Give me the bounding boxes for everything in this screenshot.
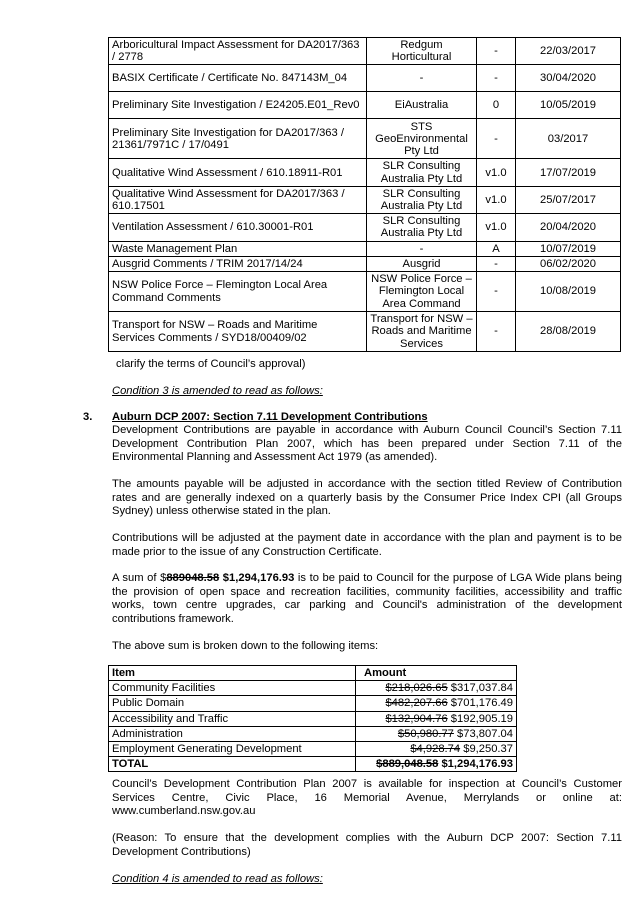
document-revision: A (477, 241, 516, 256)
document-author: - (367, 241, 477, 256)
header-amount: Amount (356, 666, 517, 681)
contribution-item: Administration (109, 726, 356, 741)
document-author: Transport for NSW – Roads and Maritime Services (367, 312, 477, 352)
document-revision: v1.0 (477, 159, 516, 186)
document-revision: v1.0 (477, 214, 516, 241)
table-row (109, 312, 621, 352)
document-name: Ventilation Assessment / 610.30001-R01 (109, 214, 367, 241)
document-name: Waste Management Plan (109, 241, 367, 256)
reason-paragraph: (Reason: To ensure that the development complies with the Auburn DCP 2007: Section 7.11 Development Contributions) (112, 832, 622, 858)
total-new-amount: $1,294,176.93 (441, 758, 513, 771)
table-row (109, 272, 621, 312)
old-amount: $218,026.65 (385, 682, 448, 695)
clarify-text: clarify the terms of Council’s approval) (116, 358, 306, 370)
document-revision: - (477, 256, 516, 271)
document-date: 25/07/2017 (516, 186, 621, 213)
table-row (109, 186, 621, 213)
contribution-amount (356, 742, 517, 757)
document-author: SLR Consulting Australia Pty Ltd (367, 159, 477, 186)
table-total-row (109, 757, 517, 772)
document-name: BASIX Certificate / Certificate No. 847143M_04 (109, 65, 367, 92)
contributions-intro-paragraph: Development Contributions are payable in accordance with Auburn Council Council’s Section 7.11 Development Contribution Plan 2007, which has been prepared under Section 7.11 of the Environmental Planning and Assessment Act 1979 (as amended). (112, 424, 622, 464)
document-author: STS GeoEnvironmental Pty Ltd (367, 119, 477, 159)
document-date: 30/04/2020 (516, 65, 621, 92)
contribution-item: Community Facilities (109, 681, 356, 696)
contribution-amount (356, 726, 517, 741)
table-row (109, 681, 517, 696)
table-row (109, 214, 621, 241)
document-date: 28/08/2019 (516, 312, 621, 352)
contribution-amount (356, 711, 517, 726)
document-author: SLR Consulting Australia Pty Ltd (367, 186, 477, 213)
document-date: 06/02/2020 (516, 256, 621, 271)
table-row (109, 256, 621, 271)
document-name: Transport for NSW – Roads and Maritime Services Comments / SYD18/00409/02 (109, 312, 367, 352)
new-amount: $192,905.19 (450, 712, 513, 725)
document-revision: - (477, 272, 516, 312)
document-name: NSW Police Force – Flemington Local Area Command Comments (109, 272, 367, 312)
document-name: Preliminary Site Investigation for DA2017/363 / 21361/7971C / 17/0491 (109, 119, 367, 159)
contribution-amount (356, 696, 517, 711)
old-amount: $4,928.74 (410, 743, 461, 756)
table-row (109, 711, 517, 726)
document-date: 17/07/2019 (516, 159, 621, 186)
table-row (109, 241, 621, 256)
document-date: 10/08/2019 (516, 272, 621, 312)
total-label: TOTAL (109, 757, 356, 772)
table-row (109, 119, 621, 159)
document-author: EiAustralia (367, 92, 477, 119)
table-row (109, 92, 621, 119)
document-revision: - (477, 65, 516, 92)
documents-table (108, 37, 621, 352)
table-header-row (109, 666, 517, 681)
condition-3-note: Condition 3 is amended to read as follows: (112, 385, 323, 397)
document-date: 10/05/2019 (516, 92, 621, 119)
table-row (109, 742, 517, 757)
table-row (109, 696, 517, 711)
documents-table-body (109, 38, 621, 352)
document-date: 03/2017 (516, 119, 621, 159)
document-name: Preliminary Site Investigation / E24205.E01_Rev0 (109, 92, 367, 119)
header-item: Item (109, 666, 356, 681)
table-row (109, 38, 621, 65)
contribution-item: Accessibility and Traffic (109, 711, 356, 726)
plan-availability-paragraph: Council’s Development Contribution Plan 2007 is available for inspection at Council’s Customer Services Centre, Civic Place, 16 Memorial Avenue, Merrylands or online at: www.cumberland.nsw.gov.au (112, 778, 622, 818)
sum-suffix: is to be paid to Council for the purpose of LGA Wide plans being the provision of open space and recreation facilities, community facilities, accessibility and traffic works, town centre upgrades, car parking and Council's administration of the development contributions framework. (112, 572, 623, 625)
new-amount: $9,250.37 (463, 743, 513, 756)
breakdown-intro: The above sum is broken down to the following items: (112, 640, 379, 652)
section-number: 3. (83, 411, 93, 423)
contribution-item: Employment Generating Development (109, 742, 356, 757)
total-old-amount: $889,048.58 (376, 758, 439, 771)
document-name: Qualitative Wind Assessment / 610.18911-R01 (109, 159, 367, 186)
indexation-paragraph: The amounts payable will be adjusted in accordance with the section titled Review of Contribution rates and are generally indexed on a quarterly basis by the Consumer Price Index CPI (all Groups Sydney) unless otherwise stated in the plan. (112, 478, 622, 518)
document-revision: 0 (477, 92, 516, 119)
document-author: - (367, 65, 477, 92)
payment-paragraph: Contributions will be adjusted at the payment date in accordance with the plan and payment is to be made prior to the issue of any Construction Certificate. (112, 532, 622, 558)
sum-prefix: A sum of $ (112, 572, 167, 584)
sum-paragraph (112, 572, 622, 626)
contributions-table (108, 665, 517, 772)
document-revision: - (477, 38, 516, 65)
table-row (109, 65, 621, 92)
document-author: Redgum Horticultural (367, 38, 477, 65)
contribution-item: Public Domain (109, 696, 356, 711)
sum-old-amount: 889048.58 (166, 572, 220, 584)
document-name: Qualitative Wind Assessment for DA2017/363 / 610.17501 (109, 186, 367, 213)
sum-new-amount: $1,294,176.93 (222, 572, 295, 584)
document-name: Ausgrid Comments / TRIM 2017/14/24 (109, 256, 367, 271)
document-revision: - (477, 312, 516, 352)
total-amount (356, 757, 517, 772)
new-amount: $317,037.84 (450, 682, 513, 695)
document-date: 10/07/2019 (516, 241, 621, 256)
document-author: NSW Police Force – Flemington Local Area Command (367, 272, 477, 312)
document-date: 20/04/2020 (516, 214, 621, 241)
contribution-amount (356, 681, 517, 696)
old-amount: $50,980.77 (397, 727, 454, 740)
old-amount: $132,904.76 (385, 712, 448, 725)
document-date: 22/03/2017 (516, 38, 621, 65)
condition-4-note: Condition 4 is amended to read as follows: (112, 873, 323, 885)
new-amount: $73,807.04 (457, 727, 513, 740)
document-author: SLR Consulting Australia Pty Ltd (367, 214, 477, 241)
document-name: Arboricultural Impact Assessment for DA2017/363 / 2778 (109, 38, 367, 65)
document-author: Ausgrid (367, 256, 477, 271)
table-row (109, 726, 517, 741)
new-amount: $701,176.49 (450, 697, 513, 710)
table-row (109, 159, 621, 186)
section-heading: Auburn DCP 2007: Section 7.11 Development Contributions (112, 411, 428, 423)
old-amount: $482,207.66 (385, 697, 448, 710)
document-revision: - (477, 119, 516, 159)
document-revision: v1.0 (477, 186, 516, 213)
